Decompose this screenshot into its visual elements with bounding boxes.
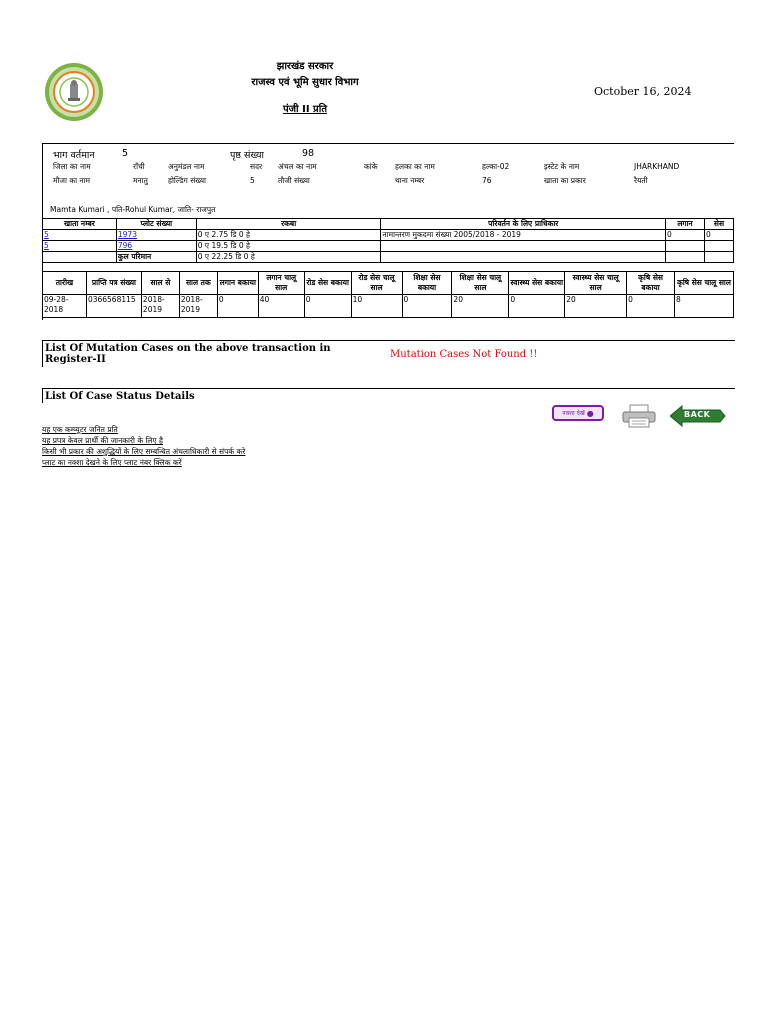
payment-table-header — [43, 272, 734, 295]
health-cess-due-cell: 0 — [509, 295, 565, 318]
holding-label: होल्डिंग संख्या — [168, 176, 206, 185]
authority-cell — [381, 241, 666, 252]
col-year-from: साल से — [141, 272, 179, 295]
page-value: 98 — [302, 148, 315, 159]
khata-link[interactable]: 5 — [44, 230, 49, 239]
date-cell: 09-28-2018 — [43, 295, 87, 318]
khata-cell — [43, 241, 117, 252]
agri-cess-current-cell: 8 — [675, 295, 734, 318]
jharkhand-emblem-logo — [44, 62, 104, 122]
edu-cess-due-cell: 0 — [402, 295, 452, 318]
khata-cell — [43, 230, 117, 241]
year-from-cell: 2018-2019 — [141, 295, 179, 318]
col-plot-number: प्लोट संख्या — [116, 219, 196, 230]
col-edu-cess-current: शिक्षा सेस चालू साल — [452, 272, 509, 295]
road-cess-current-cell: 10 — [351, 295, 402, 318]
page-label: पृष्ठ संख्या — [230, 150, 264, 161]
total-row — [43, 252, 734, 263]
halka-label: हलका का नाम — [395, 162, 435, 171]
mutation-title: List Of Mutation Cases on the above transaction in Register-II — [45, 343, 331, 365]
col-cess: सेस — [705, 219, 734, 230]
footnote-2: यह प्रपत्र केवल प्रार्थी की जानकारी के लिए है — [42, 436, 164, 445]
plot-link[interactable]: 1973 — [117, 230, 137, 239]
district-value: राँची — [133, 162, 145, 171]
print-date: October 16, 2024 — [594, 85, 692, 98]
mutation-status: Mutation Cases Not Found !! — [390, 349, 538, 360]
col-area: रकबा — [196, 219, 381, 230]
authority-cell: नामान्तरण मुकदमा संख्या 2005/2018 - 2019 — [381, 230, 666, 241]
mutation-section — [42, 340, 735, 367]
govt-title: झारखंड सरकार — [276, 61, 334, 72]
district-label: जिला का नाम — [53, 162, 91, 171]
table-row — [43, 241, 734, 252]
plot-cell — [116, 230, 196, 241]
plot-link[interactable]: 796 — [117, 241, 133, 250]
lagan-due-cell: 0 — [217, 295, 258, 318]
case-status-title: List Of Case Status Details — [45, 391, 195, 402]
empty-cell — [381, 252, 666, 263]
col-edu-cess-due: शिक्षा सेस बकाया — [402, 272, 452, 295]
lagan-cell: 0 — [666, 230, 705, 241]
area-cell: 0 ए 2.75 डि 0 हे — [196, 230, 381, 241]
col-agri-cess-due: कृषि सेस बकाया — [627, 272, 675, 295]
khata-type-value: रैयती — [634, 176, 648, 185]
info-top-border — [42, 143, 734, 144]
footnote-3: किसी भी प्रकार की अशुद्धियों के लिए सम्बन्धित अंचलाधिकारी से संपर्क करे — [42, 447, 246, 456]
total-area: 0 ए 22.25 डि 0 हे — [196, 252, 381, 263]
edu-cess-current-cell: 20 — [452, 295, 509, 318]
cess-cell — [705, 241, 734, 252]
total-label: कुल परिमान — [116, 252, 196, 263]
tauzi-label: तौजी संख्या — [278, 176, 310, 185]
agri-cess-due-cell: 0 — [627, 295, 675, 318]
col-khata-number: खाता नम्बर — [43, 219, 117, 230]
col-year-to: साल तक — [179, 272, 217, 295]
printer-icon[interactable] — [620, 404, 658, 428]
owner-details: Mamta Kumari , पति-Rohul Kumar, जाति- राजपुत — [50, 205, 216, 214]
plot-cell — [116, 241, 196, 252]
thana-label: थाना नम्बर — [395, 176, 425, 185]
bhag-label: भाग वर्तमान — [53, 150, 95, 161]
estate-label: इस्टेट के नाम — [544, 162, 580, 171]
department-title: राजस्व एवं भूमि सुधार विभाग — [251, 77, 359, 88]
block-value: कांके — [364, 162, 378, 171]
health-cess-current-cell: 20 — [565, 295, 627, 318]
halka-value: हल्का-02 — [482, 162, 510, 171]
road-cess-due-cell: 0 — [304, 295, 351, 318]
col-authority: परिवर्तन के लिए प्राधिकार — [381, 219, 666, 230]
col-date: तारीख — [43, 272, 87, 295]
lagan-current-cell: 40 — [258, 295, 304, 318]
receipt-cell: 0366568115 — [86, 295, 141, 318]
mauza-value: मनातु — [133, 176, 148, 185]
view-map-label: नक्शा देखें — [562, 410, 585, 417]
subdivision-label: अनुमंडल नाम — [168, 162, 205, 171]
plot-table — [42, 218, 734, 263]
table-row — [43, 230, 734, 241]
year-to-cell: 2018-2019 — [179, 295, 217, 318]
register-title: पंजी II प्रति — [282, 104, 328, 115]
col-road-cess-due: रोड सेस बकाया — [304, 272, 351, 295]
col-lagan-due: लगान बकाया — [217, 272, 258, 295]
khata-type-label: खाता का प्रकार — [544, 176, 586, 185]
estate-value: JHARKHAND — [634, 162, 680, 171]
footnote-4: प्लाट का नक्शा देखने के लिए प्लाट नंबर क्लिक करें — [42, 458, 182, 467]
people-icon: ● — [586, 408, 594, 418]
back-label: BACK — [684, 410, 711, 419]
holding-value: 5 — [250, 176, 255, 185]
mauza-label: मौजा का नाम — [53, 176, 90, 185]
col-lagan: लगान — [666, 219, 705, 230]
col-health-cess-due: स्वास्थ्य सेस बकाया — [509, 272, 565, 295]
empty-cell — [705, 252, 734, 263]
area-cell: 0 ए 19.5 डि 0 हे — [196, 241, 381, 252]
bhag-value: 5 — [122, 148, 129, 159]
back-button[interactable] — [670, 405, 726, 427]
view-map-button[interactable] — [552, 405, 604, 421]
thana-value: 76 — [482, 176, 492, 185]
col-road-cess-current: रोड सेस चालू साल — [351, 272, 402, 295]
lagan-cell — [666, 241, 705, 252]
footnote-1: यह एक कम्प्यूटर जनित प्रति — [42, 425, 118, 434]
case-status-section — [42, 388, 735, 403]
col-health-cess-current: स्वास्थ्य सेस चालू साल — [565, 272, 627, 295]
empty-cell — [666, 252, 705, 263]
col-agri-cess-current: कृषि सेस चालू साल — [675, 272, 734, 295]
plot-table-header — [43, 219, 734, 230]
subdivision-value: सदर — [250, 162, 263, 171]
block-label: अंचल का नाम — [278, 162, 317, 171]
empty-cell — [43, 252, 117, 263]
cess-cell: 0 — [705, 230, 734, 241]
khata-link[interactable]: 5 — [44, 241, 49, 250]
table-row — [43, 295, 734, 318]
col-lagan-current: लगान चालू साल — [258, 272, 304, 295]
col-receipt: प्राप्ति पत्र संख्या — [86, 272, 141, 295]
payment-table — [42, 271, 734, 318]
